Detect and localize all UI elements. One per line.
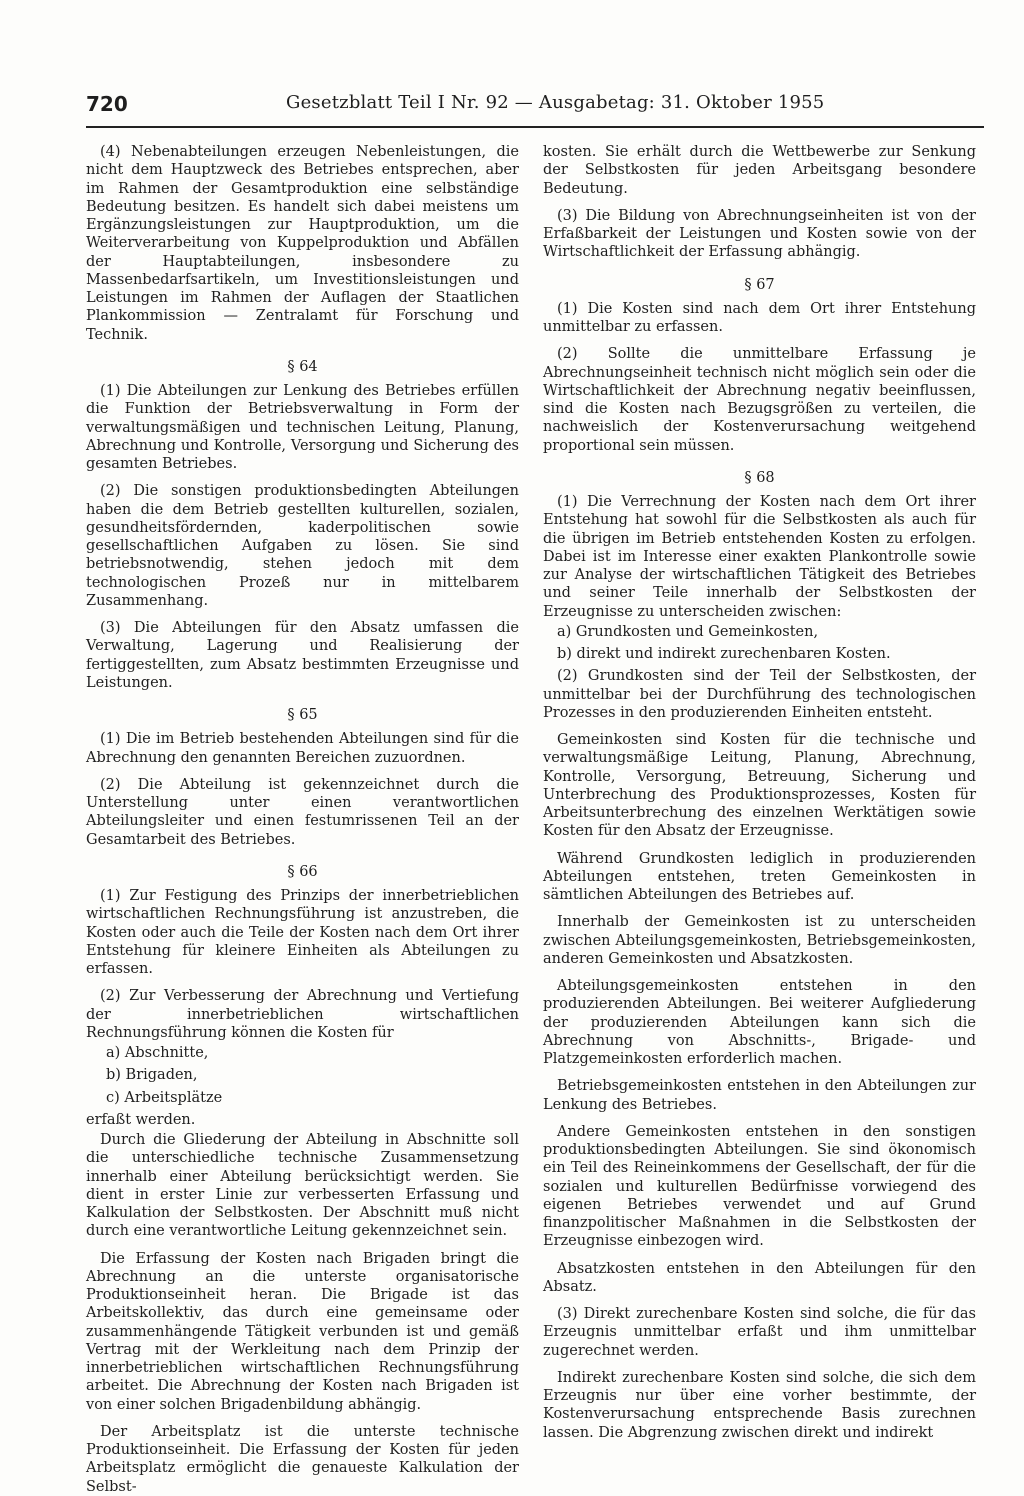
paragraph: kosten. Sie erhält durch die Wettbewerbe zur Senkung der Selbstkosten für jeden Arbeitsgang besondere Bedeutung. (543, 144, 976, 197)
paragraph: (3) Direkt zurechenbare Kosten sind solche, die für das Erzeugnis unmittelbar erfaßt und ihm unmittelbar zugerechnet werden. (543, 1306, 976, 1359)
paragraph: (2) Die Abteilung ist gekennzeichnet durch die Unterstellung unter einen verantwortlichen Abteilungsleiter und einen festumrissenen Teil an der Gesamtarbeit des Betriebes. (86, 776, 519, 848)
paragraph: Betriebsgemeinkosten entstehen in den Abteilungen zur Lenkung des Betriebes. (543, 1078, 976, 1113)
section-heading-64: § 64 (287, 358, 318, 375)
list-item: b) Brigaden, (106, 1067, 198, 1084)
paragraph: erfaßt werden. (86, 1111, 196, 1128)
list-item: b) direkt und indirekt zurechenbaren Kosten. (557, 646, 891, 662)
paragraph: Absatzkosten entstehen in den Abteilungen für den Absatz. (543, 1260, 976, 1295)
paragraph: (1) Die Abteilungen zur Lenkung des Betriebes erfüllen die Funktion der Betriebsverwaltung in Form der verwaltungsmäßigen und technischen Leitung, Planung, Abrechnung und Kontrolle, Versorgung und Sicherung des gesamten Betriebes. (86, 383, 519, 472)
paragraph: (1) Die im Betrieb bestehenden Abteilungen sind für die Abrechnung den genannten Bereichen zuzuordnen. (86, 731, 519, 766)
right-column (543, 143, 976, 1441)
list-item: a) Grundkosten und Gemeinkosten, (557, 623, 819, 640)
paragraph: Abteilungsgemeinkosten entstehen in den produzierenden Abteilungen. Bei weiterer Aufgliederung der produzierenden Abteilungen kann sich die Abrechnung von Abschnitts-, Brigade- und Platzgemeinkosten erforderlich machen. (543, 978, 976, 1067)
paragraph: (2) Grundkosten sind der Teil der Selbstkosten, der unmittelbar bei der Durchführung des technologischen Prozesses in den produzierenden Einheiten entsteht. (543, 668, 976, 721)
section-heading-68: § 68 (744, 469, 775, 486)
section-heading-67: § 67 (744, 276, 775, 293)
paragraph: Der Arbeitsplatz ist die unterste technische Produktionseinheit. Die Erfassung der Kosten für jeden Arbeitsplatz ermöglicht die genaueste Kalkulation der Selbst- (86, 1423, 519, 1495)
list-item: c) Arbeitsplätze (106, 1089, 223, 1106)
paragraph: (3) Die Abteilungen für den Absatz umfassen die Verwaltung, Lagerung und Realisierung der fertiggestellten, zum Absatz bestimmten Erzeugnisse und Leistungen. (86, 620, 519, 691)
running-head: Gesetzblatt Teil I Nr. 92 — Ausgabetag: 31. Oktober 1955 (286, 92, 825, 113)
paragraph: (2) Sollte die unmittelbare Erfassung je Abrechnungseinheit technisch nicht möglich sein oder die Wirtschaftlichkeit der Abrechnung negativ beeinflussen, sind die Kosten nach Bezugsgrößen zu verteilen, die nachweislich der Kostenverursachung weitgehend proportional sein müssen. (543, 346, 976, 454)
paragraph: (4) Nebenabteilungen erzeugen Nebenleistungen, die nicht dem Hauptzweck des Betriebes entsprechen, aber im Rahmen der Gesamtproduktion eine selbständige Bedeutung besitzen. Es handelt sich dabei meistens um Ergänzungsleistungen zur Hauptproduktion, um die Weiterverarbeitung von Kuppelproduktion und Abfällen der Hauptabteilungen, insbesondere zu Massenbedarfsartikeln, um Investitionsleistungen und Leistungen im Rahmen der Auflagen der Staatlichen Plankommission — Zentralamt für Forschung und Technik. (86, 144, 519, 343)
paragraph: (1) Die Kosten sind nach dem Ort ihrer Entstehung unmittelbar zu erfassen. (543, 300, 976, 335)
paragraph: Andere Gemeinkosten entstehen in den sonstigen produktionsbedingten Abteilungen. Sie sind ökonomisch ein Teil des Reineinkommens der Gesellschaft, der für die sozialen und kulturellen Bedürfnisse vorwiegend des eigenen Betriebes verwendet und auf Grund finanzpolitischer Maßnahmen in die Selbstkosten der Erzeugnisse einbezogen wird. (543, 1123, 976, 1250)
cost-type-list (543, 623, 976, 664)
paragraph: Durch die Gliederung der Abteilung in Abschnitte soll die unterschiedliche technische Zusammensetzung innerhalb einer Abteilung berücksichtigt werden. Sie dient in erster Linie zur verbesserten Erfassung und Kalkulation der Selbstkosten. Der Abschnitt muß nicht durch eine verantwortliche Leitung gekennzeichnet sein. (86, 1132, 519, 1240)
paragraph: Die Erfassung der Kosten nach Brigaden bringt die Abrechnung an die unterste organisatorische Produktionseinheit heran. Die Brigade ist das Arbeitskollektiv, das durch eine gemeinsame oder zusammenhängende Tätigkeit verbunden ist und gemäß Vertrag mit der Werkleitung nach dem Prinzip der innerbetrieblichen wirtschaftlichen Rechnungsführung arbeitet. Die Abrechnung der Kosten nach Brigaden ist von einer solchen Brigadenbildung abhängig. (86, 1250, 519, 1413)
section-heading-66: § 66 (287, 863, 318, 880)
paragraph: (3) Die Bildung von Abrechnungseinheiten ist von der Erfaßbarkeit der Leistungen und Kosten sowie von der Wirtschaftlichkeit der Erfassung abhängig. (543, 207, 976, 261)
paragraph: Gemeinkosten sind Kosten für die technische und verwaltungsmäßige Leitung, Planung, Abrechnung, Kontrolle, Versorgung, Betreuung, Sicherung und Unterbrechung des Produktionsprozesses, Kosten für Arbeitsunterbrechung des einzelnen Werktätigen sowie Kosten für den Absatz der Erzeugnisse. (543, 732, 976, 840)
paragraph: (1) Zur Festigung des Prinzips der innerbetrieblichen wirtschaftlichen Rechnungsführung ist anzustreben, die Kosten oder auch die Teile der Kosten nach dem Ort ihrer Entstehung für kleinere Einheiten als Abteilungen zu erfassen. (86, 888, 519, 977)
page-number: 720 (86, 92, 128, 116)
paragraph: Innerhalb der Gemeinkosten ist zu unterscheiden zwischen Abteilungsgemeinkosten, Betriebsgemeinkosten, anderen Gemeinkosten und Absatzkosten. (543, 914, 976, 967)
paragraph: (1) Die Verrechnung der Kosten nach dem Ort ihrer Entstehung hat sowohl für die Selbstkosten als auch für die übrigen im Betrieb entstehenden Kosten zu erfolgen. Dabei ist im Interesse einer exakten Plankontrolle sowie zur Analyse der wirtschaftlichen Tätigkeit des Betriebes und seiner Teile innerhalb der Selbstkosten der Erzeugnisse zu unterscheiden zwischen: (543, 494, 976, 620)
list-item: a) Abschnitte, (106, 1045, 209, 1061)
cost-unit-list (86, 1044, 519, 1107)
paragraph: Während Grundkosten lediglich in produzierenden Abteilungen entstehen, treten Gemeinkosten in sämtlichen Abteilungen des Betriebes auf. (543, 850, 976, 903)
paragraph: (2) Die sonstigen produktionsbedingten Abteilungen haben die dem Betrieb gestellten kulturellen, sozialen, gesundheitsfördernden, kaderpolitischen sowie gesellschaftlichen Aufgaben zu lösen. Sie sind betriebsnotwendig, stehen jedoch mit dem technologischen Prozeß nur in mittelbarem Zusammenhang. (86, 483, 519, 609)
page-header (86, 92, 984, 128)
left-column (86, 143, 519, 1495)
section-heading-65: § 65 (287, 707, 318, 723)
paragraph: (2) Zur Verbesserung der Abrechnung und Vertiefung der innerbetrieblichen wirtschaftlichen Rechnungsführung können die Kosten für (86, 988, 519, 1041)
paragraph: Indirekt zurechenbare Kosten sind solche, die sich dem Erzeugnis nur über eine vorher bestimmte, der Kostenverursachung entsprechende Basis zurechnen lassen. Die Abgrenzung zwischen direkt und indirekt (543, 1369, 976, 1441)
